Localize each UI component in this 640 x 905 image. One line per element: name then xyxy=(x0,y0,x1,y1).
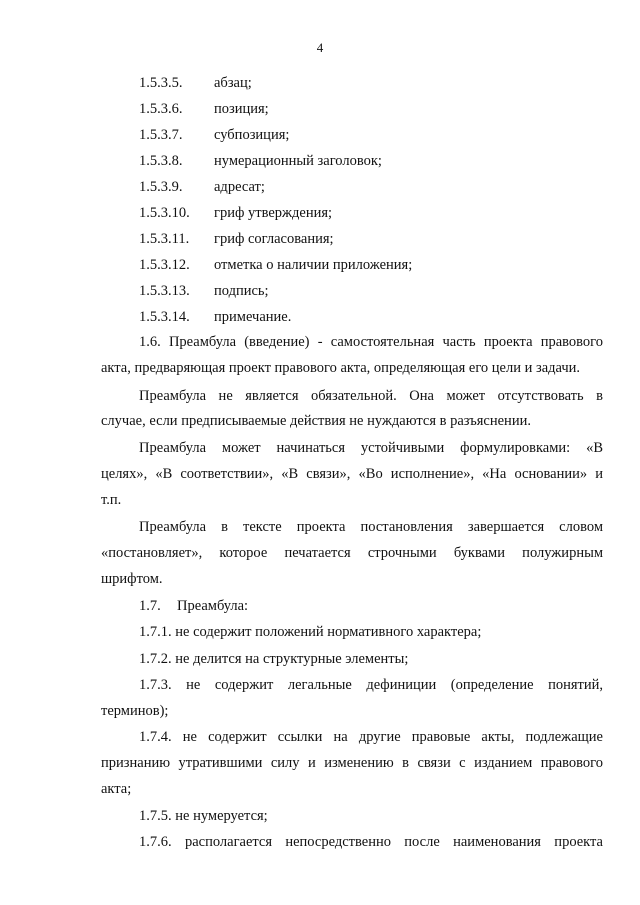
section-heading-1-7 xyxy=(139,595,603,617)
item-text: субпозиция; xyxy=(214,127,290,143)
section-number: 1.7. xyxy=(139,598,161,614)
list-item xyxy=(139,307,291,327)
item-number: 1.5.3.14. xyxy=(139,309,190,325)
paragraph-line: 1.6. Преамбула (введение) - самостоятельная часть проекта правового xyxy=(139,334,603,350)
list-item xyxy=(139,73,252,93)
sub-item-line: 1.7.3. не содержит легальные дефиниции (определение понятий, xyxy=(139,677,603,693)
list-item xyxy=(139,99,269,119)
item-number: 1.5.3.8. xyxy=(139,153,183,169)
sub-item-line: 1.7.5. не нумеруется; xyxy=(139,808,268,824)
paragraph-line: Преамбула в тексте проекта постановления завершается словом xyxy=(139,519,603,535)
item-number: 1.5.3.7. xyxy=(139,127,183,143)
item-text: гриф согласования; xyxy=(214,231,334,247)
sub-item-line: признанию утратившими силу и изменению в связи с изданием правового xyxy=(101,755,603,771)
item-number: 1.5.3.5. xyxy=(139,75,183,91)
item-number: 1.5.3.6. xyxy=(139,101,183,117)
sub-item-line: терминов); xyxy=(101,703,169,719)
paragraph-line: Преамбула может начинаться устойчивыми формулировками: «В xyxy=(139,440,603,456)
list-item xyxy=(139,255,412,275)
paragraph-line: целях», «В соответствии», «В связи», «Во исполнение», «На основании» и xyxy=(101,466,603,482)
paragraph-line: шрифтом. xyxy=(101,571,163,587)
item-number: 1.5.3.10. xyxy=(139,205,190,221)
list-item xyxy=(139,125,289,145)
item-text: адресат; xyxy=(214,179,265,195)
sub-item-line: 1.7.2. не делится на структурные элементы; xyxy=(139,651,409,667)
item-text: подпись; xyxy=(214,283,269,299)
item-number: 1.5.3.13. xyxy=(139,283,190,299)
list-item xyxy=(139,151,382,171)
paragraph-line: акта, предваряющая проект правового акта, определяющая его цели и задачи. xyxy=(101,360,581,376)
item-text: примечание. xyxy=(214,309,292,325)
section-title: Преамбула: xyxy=(177,598,249,614)
list-item xyxy=(139,203,332,223)
item-text: абзац; xyxy=(214,75,252,91)
item-text: нумерационный заголовок; xyxy=(214,153,382,169)
item-text: отметка о наличии приложения; xyxy=(214,257,413,273)
page-number: 4 xyxy=(316,40,324,55)
sub-item-line: 1.7.6. располагается непосредственно после наименования проекта xyxy=(139,834,603,850)
paragraph-line: случае, если предписываемые действия не нуждаются в разъяснении. xyxy=(101,413,531,429)
item-number: 1.5.3.12. xyxy=(139,257,190,273)
paragraph-line: т.п. xyxy=(101,492,122,508)
list-item xyxy=(139,229,334,249)
paragraph-line: «постановляет», которое печатается строчными буквами полужирным xyxy=(101,545,603,561)
item-text: гриф утверждения; xyxy=(214,205,333,221)
list-item xyxy=(139,177,265,197)
item-text: позиция; xyxy=(214,101,269,117)
sub-item-line: акта; xyxy=(101,781,132,797)
sub-item-line: 1.7.1. не содержит положений нормативного характера; xyxy=(139,624,482,640)
sub-item-line: 1.7.4. не содержит ссылки на другие правовые акты, подлежащие xyxy=(139,729,603,745)
paragraph-line: Преамбула не является обязательной. Она может отсутствовать в xyxy=(139,388,603,404)
item-number: 1.5.3.11. xyxy=(139,231,190,247)
list-item xyxy=(139,281,269,301)
item-number: 1.5.3.9. xyxy=(139,179,183,195)
